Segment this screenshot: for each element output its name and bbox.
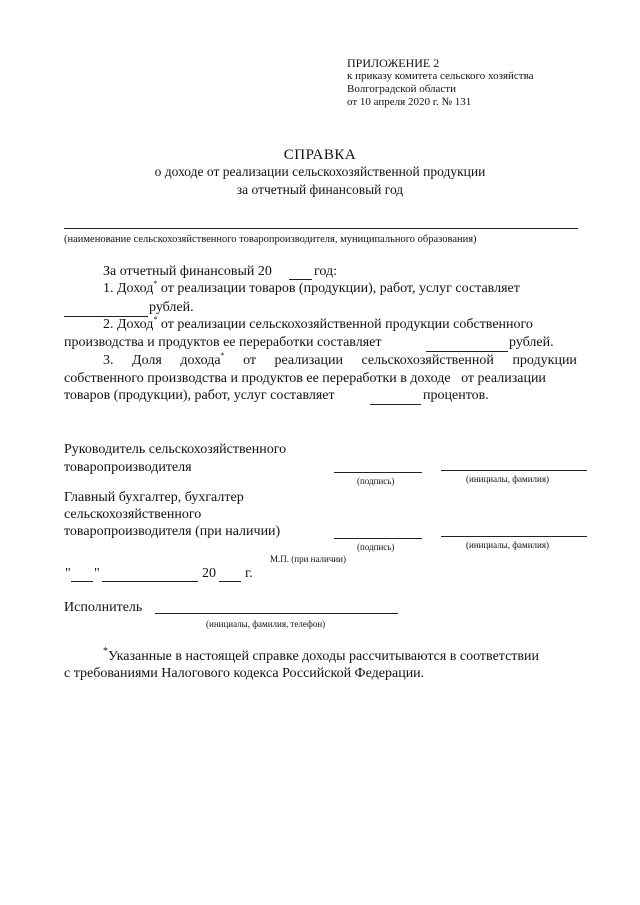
footnote-line-2: с требованиями Налогового кодекса Российской Федерации.: [64, 666, 425, 681]
accountant-title-3: товаропроизводителя (при наличии): [64, 524, 281, 539]
item-3-word-5: сельскохозяйственной: [361, 353, 494, 368]
annex-line-3: от 10 апреля 2020 г. № 131: [347, 96, 472, 108]
document-title: СПРАВКА: [283, 147, 357, 163]
footnote-mark-3: *: [220, 351, 225, 360]
head-title-1: Руководитель сельскохозяйственного: [64, 442, 287, 457]
item-2-body: от реализации сельскохозяйственной продукции собственного: [157, 317, 533, 332]
head-signature-caption: (подпись): [357, 476, 395, 486]
stamp-place: М.П. (при наличии): [270, 554, 346, 564]
head-signature-line: [334, 472, 422, 473]
item-3-unit: процентов.: [423, 388, 489, 403]
footnote-mark-2: *: [153, 315, 158, 324]
item-3-word-2: дохода: [180, 353, 221, 368]
period-suffix: год:: [314, 264, 338, 279]
item-3-word-6: продукции: [512, 353, 577, 368]
accountant-signature-caption: (подпись): [357, 542, 395, 552]
date-year-suffix: г.: [245, 566, 253, 581]
item-3-word-4: реализации: [274, 353, 343, 368]
item-3-percent-blank: [370, 404, 421, 405]
item-1-text: [103, 281, 520, 297]
item-3-number: 3.: [103, 353, 114, 368]
item-2-amount-blank: [426, 351, 508, 352]
accountant-title-1: Главный бухгалтер, бухгалтер: [64, 490, 244, 505]
item-2-label: 2. Доход: [103, 317, 154, 332]
footnote-text-1: Указанные в настоящей справке доходы рассчитываются в соответствии: [108, 649, 540, 664]
head-name-caption: (инициалы, фамилия): [466, 474, 549, 484]
item-3-word-3: от: [243, 353, 257, 368]
item-2-text: [103, 317, 533, 333]
date-quote-open: ": [65, 566, 71, 581]
accountant-title-2: сельскохозяйственного: [64, 507, 202, 522]
head-title-2: товаропроизводителя: [64, 460, 192, 475]
executor-line: [155, 613, 398, 614]
accountant-signature-line: [334, 538, 422, 539]
date-month-blank: [102, 581, 198, 582]
annex-line-1: к приказу комитета сельского хозяйства: [347, 70, 534, 82]
accountant-name-line: [441, 536, 587, 537]
executor-label: Исполнитель: [64, 600, 143, 615]
document-subtitle-1: о доходе от реализации сельскохозяйственной продукции: [154, 164, 486, 179]
date-year-blank: [219, 581, 241, 582]
period-prefix: За отчетный финансовый 20: [103, 264, 272, 279]
item-1-unit: рублей.: [149, 300, 194, 315]
item-1-label: 1. Доход: [103, 281, 154, 296]
item-2-unit: рублей.: [509, 335, 554, 350]
item-3-line-3: товаров (продукции), работ, услуг составляет: [64, 388, 335, 403]
date-day-blank: [71, 581, 93, 582]
item-1-body: от реализации товаров (продукции), работ, услуг составляет: [157, 281, 520, 296]
period-year-blank: [289, 279, 312, 280]
item-3-word-1: Доля: [132, 353, 162, 368]
accountant-name-caption: (инициалы, фамилия): [466, 540, 549, 550]
date-year-prefix: 20: [202, 566, 216, 581]
item-2-continuation: производства и продуктов ее переработки составляет: [64, 335, 382, 350]
head-name-line: [441, 470, 587, 471]
document-subtitle-2: за отчетный финансовый год: [236, 182, 404, 197]
executor-caption: (инициалы, фамилия, телефон): [206, 619, 326, 629]
organization-caption: (наименование сельскохозяйственного товаропроизводителя, муниципального образования): [64, 234, 477, 245]
footnote-line-1: [103, 646, 540, 665]
footnote-mark-1: *: [153, 279, 158, 288]
item-3-line-2: собственного производства и продуктов ее переработки в доходе от реализации: [64, 371, 546, 386]
item-3-line-1: [103, 353, 577, 369]
annex-line-2: Волгоградской области: [347, 83, 456, 95]
annex-title: ПРИЛОЖЕНИЕ 2: [347, 56, 440, 70]
date-quote-close: ": [94, 566, 100, 581]
organization-name-line: [64, 228, 578, 229]
footnote-mark: *: [103, 646, 108, 657]
